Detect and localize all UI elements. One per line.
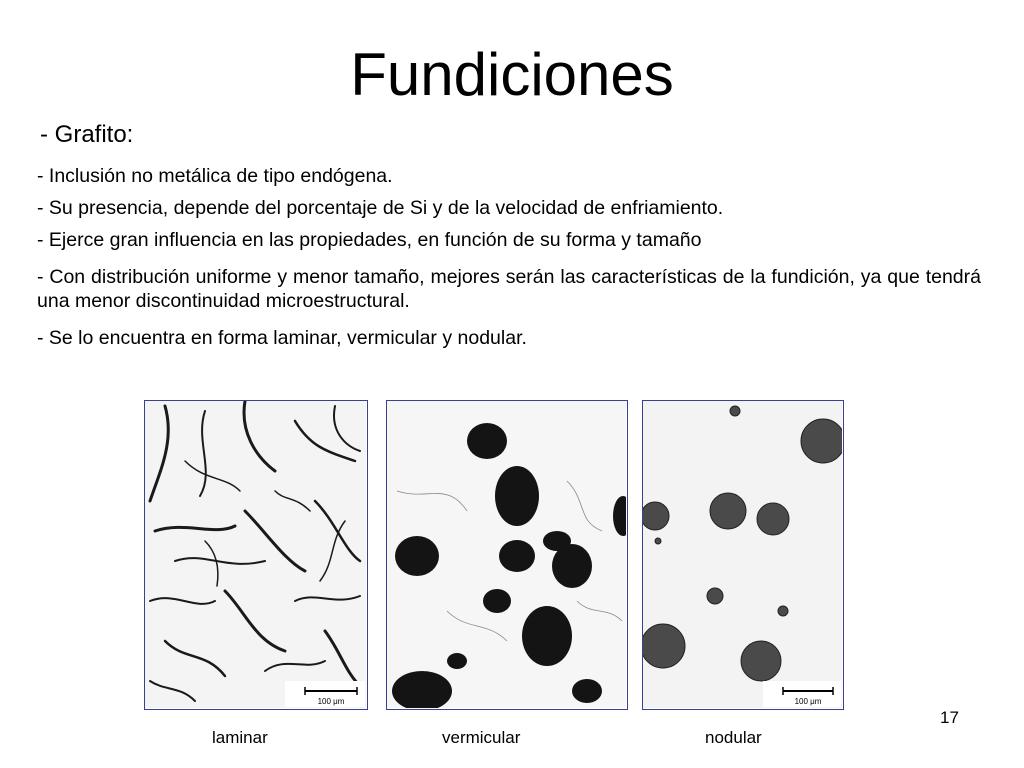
vermicular-graphite-image [387, 401, 626, 708]
bullet-item: - Con distribución uniforme y menor tamaño, mejores serán las características de la fundición, ya que tendrá una menor discontinuidad microestructural. [37, 266, 981, 312]
caption-laminar: laminar [212, 728, 268, 747]
scale-bar-label: 100 μm [317, 697, 345, 706]
bullet-item: - Inclusión no metálica de tipo endógena. [37, 165, 393, 187]
bullet-item: - Ejerce gran influencia en las propiedades, en función de su forma y tamaño [37, 229, 702, 251]
micrograph-nodular [642, 400, 844, 710]
slide-title: Fundiciones [350, 41, 674, 108]
page-number: 17 [940, 708, 959, 727]
micrograph-laminar [144, 400, 368, 710]
bullet-item: - Se lo encuentra en forma laminar, vermicular y nodular. [37, 327, 527, 349]
laminar-graphite-image [145, 401, 366, 708]
bullet-item: - Su presencia, depende del porcentaje de Si y de la velocidad de enfriamiento. [37, 197, 724, 219]
caption-vermicular: vermicular [442, 728, 521, 747]
scale-bar-label: 100 μm [794, 697, 822, 706]
section-subtitle: - Grafito: [40, 121, 134, 148]
micrograph-vermicular [386, 400, 628, 710]
bullet-list [37, 164, 981, 363]
nodular-graphite-image [643, 401, 842, 708]
caption-nodular: nodular [705, 728, 762, 747]
